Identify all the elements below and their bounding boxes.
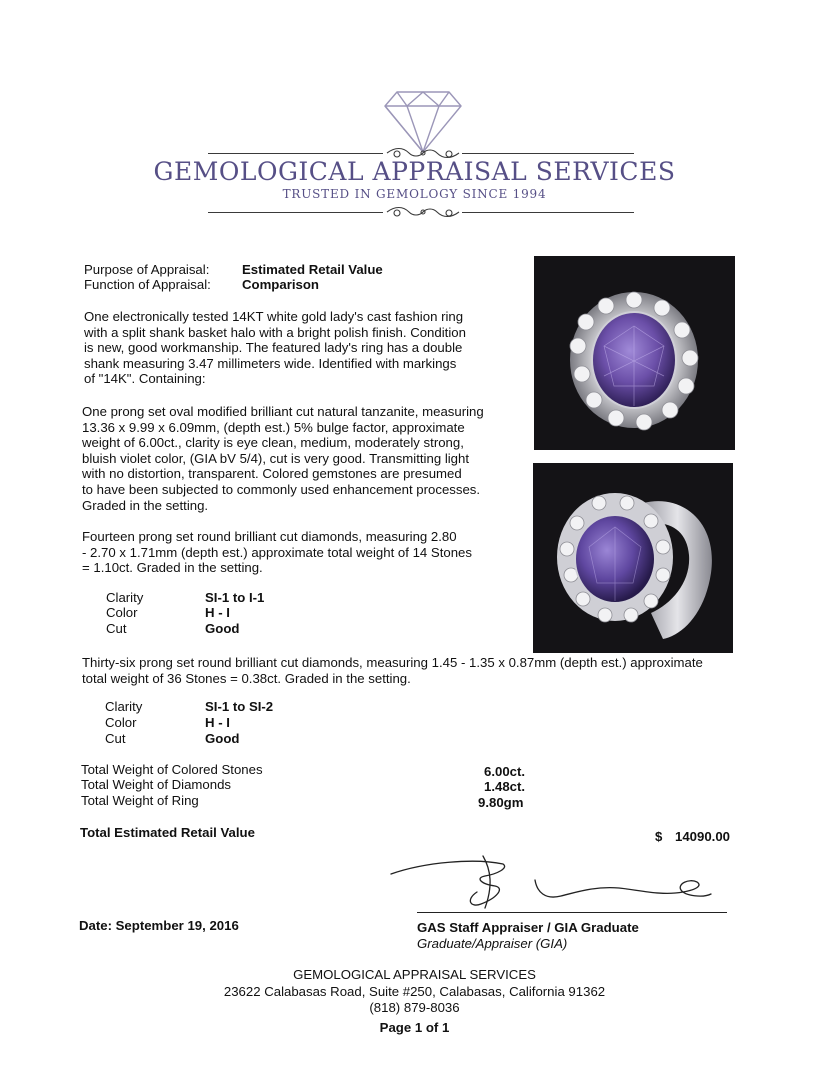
total-retail-value-label: Total Estimated Retail Value — [80, 825, 255, 840]
header-bottom-rule-right — [462, 212, 634, 213]
total-retail-value-amount: 14090.00 — [675, 829, 731, 844]
total-ring-weight-value: 9.80gm — [478, 795, 524, 810]
grading2-cut-label: Cut — [105, 731, 126, 746]
total-ring-weight-label: Total Weight of Ring — [81, 793, 199, 808]
page-number: Page 1 of 1 — [379, 1020, 450, 1035]
grading1-color-value: H - I — [205, 605, 230, 620]
appraiser-subtitle: Graduate/Appraiser (GIA) — [417, 936, 568, 951]
header-top-rule-right — [462, 153, 634, 154]
grading1-cut-value: Good — [205, 621, 240, 636]
header-top-rule — [208, 153, 383, 154]
grading1-color-label: Color — [106, 605, 138, 620]
header-bottom-rule — [208, 212, 383, 213]
purpose-value: Estimated Retail Value — [242, 262, 383, 277]
grading2-clarity-label: Clarity — [105, 699, 143, 714]
ring-photo-angle — [533, 463, 733, 653]
company-tagline: TRUSTED IN GEMOLOGY SINCE 1994 — [282, 187, 547, 201]
grading2-color-label: Color — [105, 715, 137, 730]
footer-address: 23622 Calabasas Road, Suite #250, Calabasas, California 91362 — [223, 984, 606, 999]
appraiser-title: GAS Staff Appraiser / GIA Graduate — [417, 920, 639, 935]
grading1-clarity-value: SI-1 to I-1 — [205, 590, 265, 605]
grading2-clarity-value: SI-1 to SI-2 — [205, 699, 274, 714]
total-diamonds-value: 1.48ct. — [484, 779, 526, 794]
purpose-label: Purpose of Appraisal: — [84, 262, 210, 277]
currency-symbol: $ — [655, 829, 663, 844]
footer-phone: (818) 879-8036 — [369, 1000, 460, 1015]
grading2-cut-value: Good — [205, 731, 240, 746]
signature-line — [417, 912, 727, 913]
appraiser-signature — [385, 852, 715, 914]
footer-company: GEMOLOGICAL APPRAISAL SERVICES — [293, 967, 536, 982]
ring-description: One electronically tested 14KT white gold lady's cast fashion ring with a split shank basket halo with a bright polish finish. Condition is new, good workmanship. The featured lady's ring has a double shank measuring 3.47 millimeters wide. Identified with markings of "14K". Containing: — [84, 309, 466, 387]
grading2-color-value: H - I — [205, 715, 230, 730]
total-colored-stones-label: Total Weight of Colored Stones — [81, 762, 263, 777]
grading1-clarity-label: Clarity — [106, 590, 144, 605]
total-diamonds-label: Total Weight of Diamonds — [81, 777, 232, 792]
scroll-ornament-bottom — [385, 205, 461, 219]
ring-photo-front — [534, 256, 735, 450]
total-colored-stones-value: 6.00ct. — [484, 764, 526, 779]
grading1-cut-label: Cut — [106, 621, 127, 636]
company-logo-title: GEMOLOGICAL APPRAISAL SERVICES — [153, 157, 676, 186]
appraisal-date: Date: September 19, 2016 — [79, 918, 239, 933]
function-label: Function of Appraisal: — [84, 277, 211, 292]
function-value: Comparison — [242, 277, 319, 292]
diamonds-group2-description: Thirty-six prong set round brilliant cut diamonds, measuring 1.45 - 1.35 x 0.87mm (depth est.) approximate total weight of 36 Stones = 0.38ct. Graded in the setting. — [82, 655, 703, 686]
center-stone-description: One prong set oval modified brilliant cut natural tanzanite, measuring 13.36 x 9.99 x 6.09mm, (depth est.) 5% bulge factor, approximate weight of 6.00ct., clarity is eye clean, medium, moderately strong, bluish violet color, (GIA bV 5/4), cut is very good. Transmitting light with no distortion, transparent. Colored gemstones are presumed to have been subjected to commonly used enhancement processes. Graded in the setting. — [82, 404, 484, 513]
diamond-icon — [383, 88, 463, 154]
diamonds-group1-description: Fourteen prong set round brilliant cut diamonds, measuring 2.80 - 2.70 x 1.71mm (depth est.) approximate total weight of 14 Stones = 1.10ct. Graded in the setting. — [82, 529, 472, 576]
